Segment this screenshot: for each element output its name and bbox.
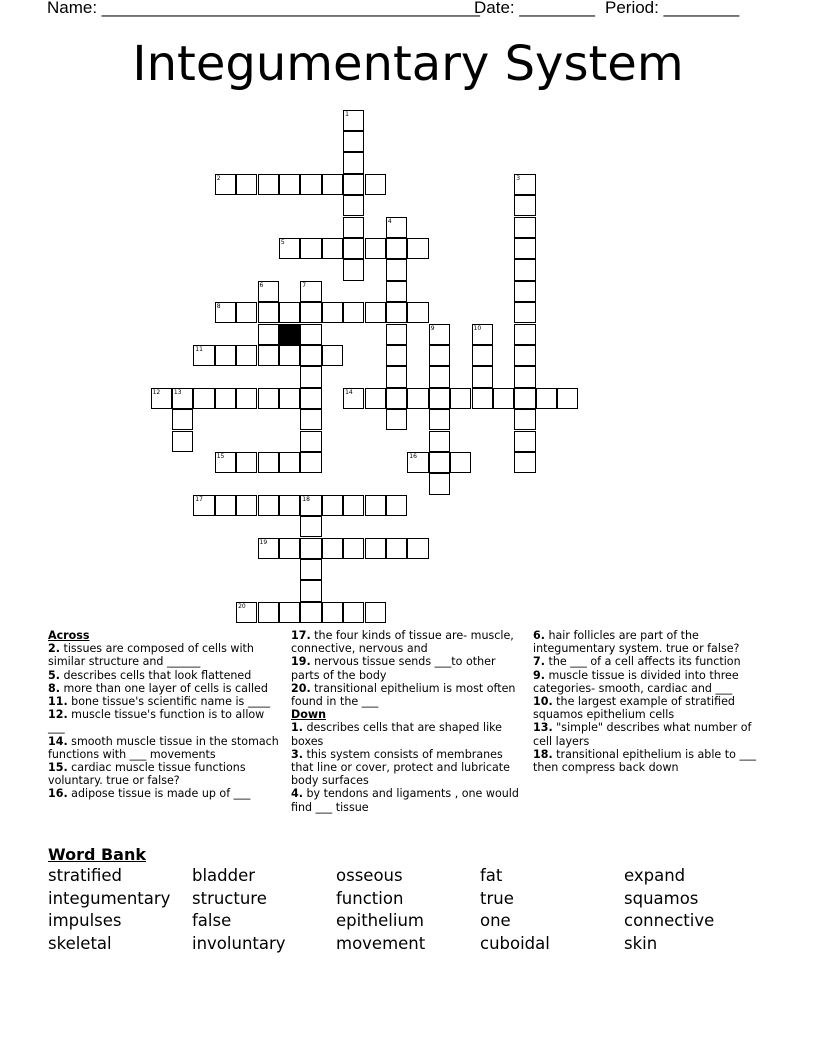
word-bank-title: Word Bank xyxy=(48,845,147,864)
down-clue xyxy=(291,721,523,747)
clue-number-label: 12. xyxy=(48,708,68,722)
grid-cell[interactable] xyxy=(386,238,407,259)
grid-cell[interactable] xyxy=(300,281,321,302)
grid-cell[interactable] xyxy=(365,388,386,409)
grid-cell[interactable] xyxy=(279,452,300,473)
grid-cell[interactable] xyxy=(172,409,193,430)
grid-cell[interactable] xyxy=(279,345,300,366)
clue-number: 5 xyxy=(280,238,285,246)
grid-cell[interactable] xyxy=(236,302,257,323)
grid-cell[interactable] xyxy=(258,602,279,623)
grid-cell[interactable] xyxy=(322,495,343,516)
clue-text: bone tissue's scientific name is ____ xyxy=(67,695,271,709)
grid-cell[interactable] xyxy=(343,538,364,559)
grid-cell[interactable] xyxy=(450,388,471,409)
black-square xyxy=(279,324,300,345)
across-clue xyxy=(48,761,280,787)
grid-cell[interactable] xyxy=(258,324,279,345)
grid-cell[interactable] xyxy=(279,495,300,516)
grid-cell[interactable] xyxy=(258,174,279,195)
clue-text: the four kinds of tissue are- muscle, connective, nervous and xyxy=(291,629,514,656)
grid-cell[interactable] xyxy=(322,238,343,259)
clue-text: transitional epithelium is most often found in the ___ xyxy=(291,681,516,709)
grid-cell[interactable] xyxy=(514,431,535,452)
clue-text: the ___ of a cell affects its function xyxy=(544,655,741,669)
grid-cell[interactable] xyxy=(151,388,172,409)
grid-cell[interactable] xyxy=(279,302,300,323)
clue-text: muscle tissue's function is to allow ___ xyxy=(48,708,265,735)
grid-cell[interactable] xyxy=(343,110,364,131)
grid-cell[interactable] xyxy=(215,495,236,516)
grid-cell[interactable] xyxy=(365,495,386,516)
clue-number-label: 13. xyxy=(533,721,553,735)
grid-cell[interactable] xyxy=(514,174,535,195)
word-bank-word: squamos xyxy=(624,889,699,908)
clue-number: 11 xyxy=(195,345,203,353)
grid-cell[interactable] xyxy=(322,538,343,559)
grid-cell[interactable] xyxy=(386,388,407,409)
grid-cell[interactable] xyxy=(365,174,386,195)
across-clue xyxy=(48,642,280,668)
grid-cell[interactable] xyxy=(429,388,450,409)
name-field[interactable]: Name: ________________________________________ xyxy=(47,0,480,17)
clue-number-label: 11. xyxy=(48,695,68,709)
clue-text: smooth muscle tissue in the stomach functions with ___ movements xyxy=(48,734,279,761)
grid-cell[interactable] xyxy=(236,602,257,623)
clue-number-label: 3. xyxy=(291,747,303,761)
grid-cell[interactable] xyxy=(386,366,407,387)
clue-text: adipose tissue is made up of ___ xyxy=(67,787,251,801)
grid-cell[interactable] xyxy=(514,195,535,216)
grid-cell[interactable] xyxy=(386,538,407,559)
clue-number: 17 xyxy=(195,495,203,503)
across-clue xyxy=(48,708,280,734)
grid-cell[interactable] xyxy=(300,452,321,473)
grid-cell[interactable] xyxy=(236,345,257,366)
word-bank-word: stratified xyxy=(48,866,123,885)
grid-cell[interactable] xyxy=(279,538,300,559)
down-heading: Down xyxy=(291,708,326,722)
grid-cell[interactable] xyxy=(300,495,321,516)
clue-number-label: 16. xyxy=(48,787,68,801)
grid-cell[interactable] xyxy=(429,431,450,452)
grid-cell[interactable] xyxy=(236,452,257,473)
grid-cell[interactable] xyxy=(258,495,279,516)
clue-number-label: 9. xyxy=(533,668,545,682)
grid-cell[interactable] xyxy=(215,302,236,323)
grid-cell[interactable] xyxy=(514,324,535,345)
down-clue xyxy=(533,655,765,668)
grid-cell[interactable] xyxy=(193,495,214,516)
word-bank-word: structure xyxy=(192,889,267,908)
clue-text: "simple" describes what number of cell layers xyxy=(533,721,752,748)
grid-cell[interactable] xyxy=(407,238,428,259)
grid-cell[interactable] xyxy=(386,302,407,323)
grid-cell[interactable] xyxy=(322,345,343,366)
grid-cell[interactable] xyxy=(343,602,364,623)
grid-cell[interactable] xyxy=(536,388,557,409)
clue-number: 12 xyxy=(152,388,161,396)
word-bank-word: expand xyxy=(624,866,686,885)
grid-cell[interactable] xyxy=(343,217,364,238)
clue-text: describes cells that look flattened xyxy=(59,668,252,682)
grid-cell[interactable] xyxy=(322,302,343,323)
grid-cell[interactable] xyxy=(236,174,257,195)
word-bank-word: osseous xyxy=(336,866,403,885)
clue-number-label: 17. xyxy=(291,629,311,642)
grid-cell[interactable] xyxy=(279,602,300,623)
clue-number-label: 18. xyxy=(533,747,553,761)
grid-cell[interactable] xyxy=(450,452,471,473)
clue-number-label: 7. xyxy=(533,655,545,669)
down-clue xyxy=(533,669,765,695)
across-heading: Across xyxy=(48,629,90,642)
clue-number: 4 xyxy=(387,217,392,225)
grid-cell[interactable] xyxy=(300,174,321,195)
clue-number: 2 xyxy=(216,174,221,182)
grid-cell[interactable] xyxy=(343,495,364,516)
word-bank-word: impulses xyxy=(48,911,122,930)
clue-text: more than one layer of cells is called xyxy=(59,681,268,695)
grid-cell[interactable] xyxy=(343,259,364,280)
grid-cell[interactable] xyxy=(343,388,364,409)
clue-number-label: 5. xyxy=(48,668,60,682)
clue-text: describes cells that are shaped like boxes xyxy=(291,721,503,748)
grid-cell[interactable] xyxy=(386,324,407,345)
grid-cell[interactable] xyxy=(343,195,364,216)
clue-text: transitional epithelium is able to ___ then compress back down xyxy=(533,747,757,775)
word-bank-word: skeletal xyxy=(48,934,112,953)
grid-cell[interactable] xyxy=(429,473,450,494)
grid-cell[interactable] xyxy=(343,174,364,195)
grid-cell[interactable] xyxy=(472,366,493,387)
word-bank-word: false xyxy=(192,911,232,930)
word-bank-word: fat xyxy=(480,866,503,885)
clue-number-label: 1. xyxy=(291,721,303,735)
grid-cell[interactable] xyxy=(514,409,535,430)
clue-text: nervous tissue sends ___to other parts of the body xyxy=(291,655,496,682)
grid-cell[interactable] xyxy=(386,495,407,516)
grid-cell[interactable] xyxy=(514,452,535,473)
grid-cell[interactable] xyxy=(258,281,279,302)
clue-number: 15 xyxy=(216,452,225,460)
grid-cell[interactable] xyxy=(386,217,407,238)
across-clue xyxy=(48,669,280,682)
grid-cell[interactable] xyxy=(300,388,321,409)
clues-column-1 xyxy=(48,629,280,801)
grid-cell[interactable] xyxy=(258,452,279,473)
grid-cell[interactable] xyxy=(322,174,343,195)
grid-cell[interactable] xyxy=(343,131,364,152)
word-bank-word: integumentary xyxy=(48,889,171,908)
grid-cell[interactable] xyxy=(386,281,407,302)
clue-number-label: 2. xyxy=(48,642,60,656)
grid-cell[interactable] xyxy=(514,259,535,280)
grid-cell[interactable] xyxy=(429,452,450,473)
grid-cell[interactable] xyxy=(300,431,321,452)
word-bank-word: cuboidal xyxy=(480,934,550,953)
down-clue xyxy=(533,721,765,747)
grid-cell[interactable] xyxy=(300,302,321,323)
down-clue xyxy=(291,748,523,788)
across-clue xyxy=(48,735,280,761)
across-clue xyxy=(48,682,280,695)
grid-cell[interactable] xyxy=(514,238,535,259)
page-title: Integumentary System xyxy=(132,36,684,92)
grid-cell[interactable] xyxy=(514,281,535,302)
grid-cell[interactable] xyxy=(365,238,386,259)
clue-number-label: 4. xyxy=(291,787,303,801)
grid-cell[interactable] xyxy=(300,538,321,559)
grid-cell[interactable] xyxy=(557,388,578,409)
clue-number-label: 8. xyxy=(48,681,60,695)
clue-number: 9 xyxy=(430,324,435,332)
grid-cell[interactable] xyxy=(407,452,428,473)
grid-cell[interactable] xyxy=(514,366,535,387)
word-bank-word: function xyxy=(336,889,404,908)
clue-text: this system consists of membranes that line or cover, protect and lubricate body surfaces xyxy=(291,747,510,788)
grid-cell[interactable] xyxy=(472,324,493,345)
across-clue xyxy=(291,682,523,708)
down-clue xyxy=(533,748,765,774)
clue-text: muscle tissue is divided into three categories- smooth, cardiac and ___ xyxy=(533,668,739,695)
date-field[interactable]: Date: ________ xyxy=(474,0,595,17)
grid-cell[interactable] xyxy=(300,580,321,601)
word-bank-word: one xyxy=(480,911,511,930)
clue-text: hair follicles are part of the integumentary system. true or false? xyxy=(533,629,740,656)
grid-cell[interactable] xyxy=(493,388,514,409)
grid-cell[interactable] xyxy=(236,495,257,516)
clue-text: tissues are composed of cells with similar structure and ______ xyxy=(48,642,254,669)
word-bank-word: true xyxy=(480,889,514,908)
clue-number: 3 xyxy=(516,174,521,182)
grid-cell[interactable] xyxy=(300,516,321,537)
grid-cell[interactable] xyxy=(514,388,535,409)
grid-cell[interactable] xyxy=(193,345,214,366)
grid-cell[interactable] xyxy=(365,302,386,323)
grid-cell[interactable] xyxy=(215,388,236,409)
grid-cell[interactable] xyxy=(407,388,428,409)
grid-cell[interactable] xyxy=(279,238,300,259)
grid-cell[interactable] xyxy=(300,409,321,430)
grid-cell[interactable] xyxy=(472,345,493,366)
grid-cell[interactable] xyxy=(300,602,321,623)
grid-cell[interactable] xyxy=(215,452,236,473)
grid-cell[interactable] xyxy=(386,345,407,366)
word-bank-word: involuntary xyxy=(192,934,286,953)
grid-cell[interactable] xyxy=(236,388,257,409)
grid-cell[interactable] xyxy=(258,388,279,409)
grid-cell[interactable] xyxy=(343,152,364,173)
grid-cell[interactable] xyxy=(258,345,279,366)
grid-cell[interactable] xyxy=(429,324,450,345)
clue-number: 8 xyxy=(216,303,221,311)
clue-number: 14 xyxy=(345,388,353,396)
down-clue xyxy=(533,695,765,721)
clue-number: 7 xyxy=(302,281,307,289)
grid-cell[interactable] xyxy=(215,345,236,366)
grid-cell[interactable] xyxy=(365,602,386,623)
clues-column-3 xyxy=(533,629,765,774)
grid-cell[interactable] xyxy=(514,345,535,366)
grid-cell[interactable] xyxy=(215,174,236,195)
clue-text: cardiac muscle tissue functions voluntary. true or false? xyxy=(48,761,246,788)
grid-cell[interactable] xyxy=(193,388,214,409)
across-clue xyxy=(291,629,523,655)
grid-cell[interactable] xyxy=(386,259,407,280)
grid-cell[interactable] xyxy=(172,431,193,452)
grid-cell[interactable] xyxy=(279,174,300,195)
grid-cell[interactable] xyxy=(258,538,279,559)
word-bank-word: bladder xyxy=(192,866,256,885)
grid-cell[interactable] xyxy=(300,345,321,366)
clue-number-label: 10. xyxy=(533,695,553,709)
grid-cell[interactable] xyxy=(429,345,450,366)
period-field[interactable]: Period: ________ xyxy=(605,0,740,17)
grid-cell[interactable] xyxy=(365,538,386,559)
clue-number: 13 xyxy=(173,388,182,396)
grid-cell[interactable] xyxy=(300,559,321,580)
grid-cell[interactable] xyxy=(300,238,321,259)
clue-number-label: 6. xyxy=(533,629,545,642)
grid-cell[interactable] xyxy=(343,238,364,259)
grid-cell[interactable] xyxy=(258,302,279,323)
grid-cell[interactable] xyxy=(343,302,364,323)
grid-cell[interactable] xyxy=(279,388,300,409)
clue-number: 19 xyxy=(259,538,268,546)
grid-cell[interactable] xyxy=(429,409,450,430)
grid-cell[interactable] xyxy=(429,366,450,387)
across-clue xyxy=(48,787,280,800)
clue-text: by tendons and ligaments , one would find ___ tissue xyxy=(291,787,519,814)
across-clue xyxy=(48,695,280,708)
word-bank-word: connective xyxy=(624,911,715,930)
grid-cell[interactable] xyxy=(172,388,193,409)
grid-cell[interactable] xyxy=(407,538,428,559)
grid-cell[interactable] xyxy=(514,217,535,238)
down-clue xyxy=(533,629,765,655)
clue-number-label: 15. xyxy=(48,761,68,775)
clue-number-label: 19. xyxy=(291,655,311,669)
grid-cell[interactable] xyxy=(322,602,343,623)
clue-text: the largest example of stratified squamos epithelium cells xyxy=(533,695,735,722)
clues-column-2 xyxy=(291,629,523,814)
clue-number-label: 14. xyxy=(48,734,68,748)
word-bank-word: movement xyxy=(336,934,426,953)
clue-number-label: 20. xyxy=(291,681,311,695)
clue-number: 10 xyxy=(473,324,482,332)
down-clue xyxy=(291,787,523,813)
word-bank-word: skin xyxy=(624,934,658,953)
word-bank-word: epithelium xyxy=(336,911,424,930)
clue-number: 6 xyxy=(259,281,264,289)
grid-cell[interactable] xyxy=(386,409,407,430)
grid-cell[interactable] xyxy=(300,324,321,345)
across-clue xyxy=(291,655,523,681)
clue-number: 16 xyxy=(409,452,417,460)
grid-cell[interactable] xyxy=(300,366,321,387)
grid-cell[interactable] xyxy=(472,388,493,409)
clue-number: 20 xyxy=(238,602,246,610)
clue-number: 1 xyxy=(345,110,349,118)
clue-number: 18 xyxy=(302,495,310,503)
grid-cell[interactable] xyxy=(407,302,428,323)
grid-cell[interactable] xyxy=(514,302,535,323)
